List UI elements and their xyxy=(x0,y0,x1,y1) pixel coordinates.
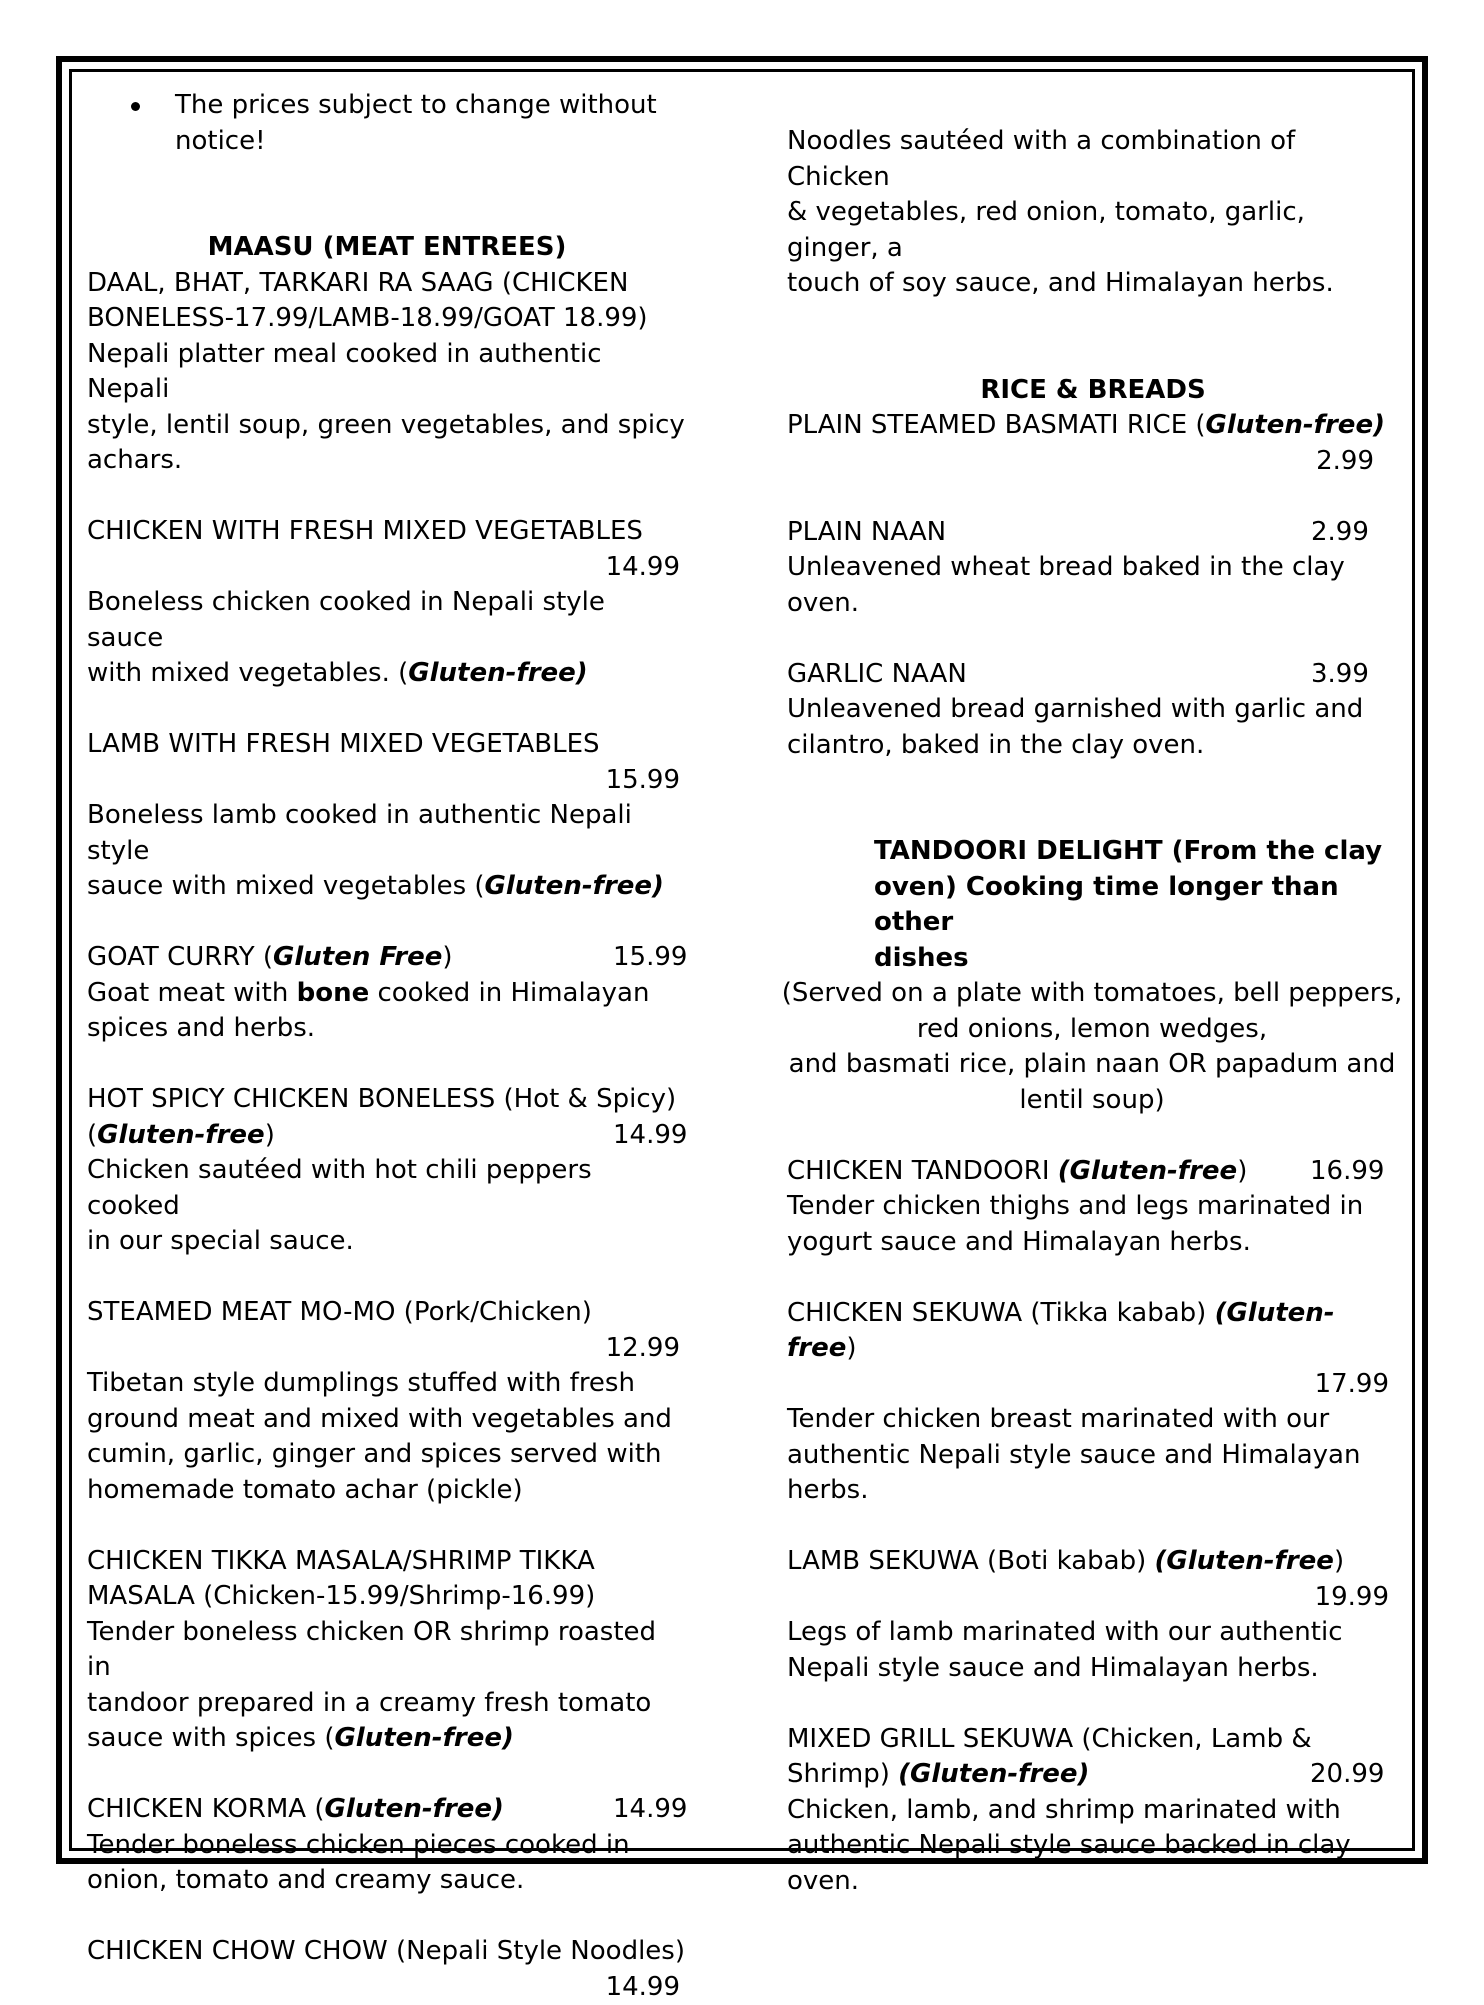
right-column xyxy=(787,124,1399,1899)
item-desc: Nepali platter meal cooked in authentic Nepali xyxy=(87,337,687,408)
gluten-free-tag: Gluten-free) xyxy=(485,871,664,901)
item-desc: with mixed vegetables. (Gluten-free) xyxy=(87,656,687,692)
item-title: GOAT CURRY (Gluten Free) 15.99 xyxy=(87,940,687,976)
gluten-free-tag: Gluten-free) xyxy=(334,1723,513,1753)
item-desc: Noodles sautéed with a combination of Chicken xyxy=(787,124,1399,195)
item-desc: cumin, garlic, ginger and spices served with xyxy=(87,1437,687,1473)
item-desc: & vegetables, red onion, tomato, garlic, ginger, a xyxy=(787,195,1399,266)
item-desc: Tender chicken breast marinated with our xyxy=(787,1402,1399,1438)
item-title: CHICKEN SEKUWA (Tikka kabab) (Gluten-free) xyxy=(787,1296,1399,1367)
item-title: MIXED GRILL SEKUWA (Chicken, Lamb & xyxy=(787,1722,1399,1758)
item-price: 16.99 xyxy=(1310,1154,1384,1190)
item-price: 20.99 xyxy=(1310,1757,1384,1793)
section-title-rice-breads: RICE & BREADS xyxy=(787,373,1399,409)
gluten-free-tag: Gluten-free) xyxy=(1206,410,1385,440)
item-title: CHICKEN KORMA (Gluten-free) 14.99 xyxy=(87,1792,687,1828)
item-desc: ground meat and mixed with vegetables and xyxy=(87,1402,687,1438)
item-price: 15.99 xyxy=(613,940,687,976)
item-desc: achars. xyxy=(87,443,687,479)
item-price: 12.99 xyxy=(87,1331,687,1367)
gluten-free-tag: (Gluten-free xyxy=(787,1298,1335,1364)
gluten-free-tag: Gluten Free xyxy=(273,942,442,972)
price-notice: The prices subject to change without notice! xyxy=(87,88,687,159)
item-desc: oven. xyxy=(787,1864,1399,1900)
section-title-maasu: MAASU (MEAT ENTREES) xyxy=(87,230,687,266)
menu-item-tikka-masala xyxy=(87,1544,687,1757)
gluten-free-tag: (Gluten-free xyxy=(1058,1156,1237,1186)
item-desc: in our special sauce. xyxy=(87,1224,687,1260)
item-title: CHICKEN WITH FRESH MIXED VEGETABLES xyxy=(87,514,687,550)
item-title: LAMB SEKUWA (Boti kabab) (Gluten-free) xyxy=(787,1544,1399,1580)
menu-item-chicken-sekuwa xyxy=(787,1296,1399,1509)
left-column xyxy=(87,88,687,2005)
item-title: LAMB WITH FRESH MIXED VEGETABLES xyxy=(87,727,687,763)
item-title: CHICKEN TANDOORI (Gluten-free) 16.99 xyxy=(787,1154,1399,1190)
item-title: GARLIC NAAN 3.99 xyxy=(787,657,1399,693)
menu-item-chicken-tandoori xyxy=(787,1154,1399,1261)
item-desc: authentic Nepali style sauce and Himalayan xyxy=(787,1438,1399,1474)
item-desc: spices and herbs. xyxy=(87,1011,687,1047)
item-price: 17.99 xyxy=(787,1367,1399,1403)
item-desc: Boneless lamb cooked in authentic Nepali style xyxy=(87,798,687,869)
bullet-icon xyxy=(131,102,140,111)
item-title-tag: (Gluten-free) 14.99 xyxy=(87,1118,687,1154)
gluten-free-tag: (Gluten-free) xyxy=(898,1759,1089,1789)
item-desc: Tender boneless chicken OR shrimp roasted in xyxy=(87,1615,687,1686)
menu-item-momo xyxy=(87,1295,687,1508)
menu-item-chicken-veg xyxy=(87,514,687,692)
item-desc: Chicken, lamb, and shrimp marinated with xyxy=(787,1793,1399,1829)
item-desc: tandoor prepared in a creamy fresh tomato xyxy=(87,1686,687,1722)
gluten-free-tag: Gluten-free) xyxy=(325,1794,504,1824)
tandoori-serving-note: (Served on a plate with tomatoes, bell peppers, red onions, lemon wedges, and basmati rice, plain naan OR papadum and lentil soup) xyxy=(767,976,1417,1118)
item-desc: cilantro, baked in the clay oven. xyxy=(787,728,1399,764)
item-desc: Chicken sautéed with hot chili peppers cooked xyxy=(87,1153,687,1224)
item-title: Shrimp) (Gluten-free) 20.99 xyxy=(787,1757,1399,1793)
item-desc: Unleavened wheat bread baked in the clay oven. xyxy=(787,550,1399,621)
gluten-free-tag: (Gluten-free xyxy=(1155,1546,1334,1576)
item-desc: sauce with mixed vegetables (Gluten-free) xyxy=(87,869,687,905)
item-price: 3.99 xyxy=(1311,657,1369,693)
menu-item-basmati-rice xyxy=(787,408,1399,479)
item-desc: Legs of lamb marinated with our authentic xyxy=(787,1615,1399,1651)
item-price: 14.99 xyxy=(613,1792,687,1828)
item-desc: authentic Nepali style sauce backed in clay xyxy=(787,1828,1399,1864)
item-title: PLAIN STEAMED BASMATI RICE (Gluten-free) xyxy=(787,408,1399,444)
item-desc: yogurt sauce and Himalayan herbs. xyxy=(787,1225,1399,1261)
item-price: 15.99 xyxy=(87,763,687,799)
section-title-tandoori: TANDOORI DELIGHT (From the clay oven) Cooking time longer than other dishes xyxy=(787,834,1399,976)
item-desc: Nepali style sauce and Himalayan herbs. xyxy=(787,1651,1399,1687)
gluten-free-tag: Gluten-free xyxy=(97,1120,265,1150)
item-desc: homemade tomato achar (pickle) xyxy=(87,1473,687,1509)
item-desc: Tender boneless chicken pieces cooked in xyxy=(87,1828,687,1864)
menu-item-chow-chow xyxy=(87,1934,687,2005)
item-desc: style, lentil soup, green vegetables, and spicy xyxy=(87,408,687,444)
item-title: DAAL, BHAT, TARKARI RA SAAG (CHICKEN xyxy=(87,266,687,302)
item-title: BONELESS-17.99/LAMB-18.99/GOAT 18.99) xyxy=(87,301,687,337)
item-price: 14.99 xyxy=(87,1970,687,2005)
item-title: STEAMED MEAT MO-MO (Pork/Chicken) xyxy=(87,1295,687,1331)
item-title: CHICKEN TIKKA MASALA/SHRIMP TIKKA xyxy=(87,1544,687,1580)
menu-item-garlic-naan xyxy=(787,657,1399,764)
item-desc: onion, tomato and creamy sauce. xyxy=(87,1863,687,1899)
menu-item-korma xyxy=(87,1792,687,1899)
menu-item-lamb-veg xyxy=(87,727,687,905)
menu-item-lamb-sekuwa xyxy=(787,1544,1399,1686)
item-desc: Tibetan style dumplings stuffed with fresh xyxy=(87,1366,687,1402)
menu-item-daal xyxy=(87,266,687,479)
item-desc: touch of soy sauce, and Himalayan herbs. xyxy=(787,266,1399,302)
item-desc: Tender chicken thighs and legs marinated in xyxy=(787,1189,1399,1225)
menu-item-goat-curry xyxy=(87,940,687,1047)
menu-item-mixed-grill xyxy=(787,1722,1399,1900)
item-title: CHICKEN CHOW CHOW (Nepali Style Noodles) xyxy=(87,1934,687,1970)
item-desc: sauce with spices (Gluten-free) xyxy=(87,1721,687,1757)
item-desc: Goat meat with bone cooked in Himalayan xyxy=(87,976,687,1012)
gluten-free-tag: Gluten-free) xyxy=(408,658,587,688)
item-desc: Unleavened bread garnished with garlic and xyxy=(787,692,1399,728)
item-price: 19.99 xyxy=(787,1580,1399,1616)
menu-item-hot-spicy-chicken xyxy=(87,1082,687,1260)
item-price: 14.99 xyxy=(613,1118,687,1154)
item-price: 2.99 xyxy=(787,444,1399,480)
item-title: HOT SPICY CHICKEN BONELESS (Hot & Spicy) xyxy=(87,1082,687,1118)
menu-item-plain-naan xyxy=(787,515,1399,622)
item-price: 2.99 xyxy=(1311,515,1369,551)
item-title: MASALA (Chicken-15.99/Shrimp-16.99) xyxy=(87,1579,687,1615)
chow-chow-description xyxy=(787,124,1399,302)
item-price: 14.99 xyxy=(87,550,687,586)
item-title: PLAIN NAAN 2.99 xyxy=(787,515,1399,551)
item-desc: herbs. xyxy=(787,1473,1399,1509)
item-desc: Boneless chicken cooked in Nepali style sauce xyxy=(87,585,687,656)
